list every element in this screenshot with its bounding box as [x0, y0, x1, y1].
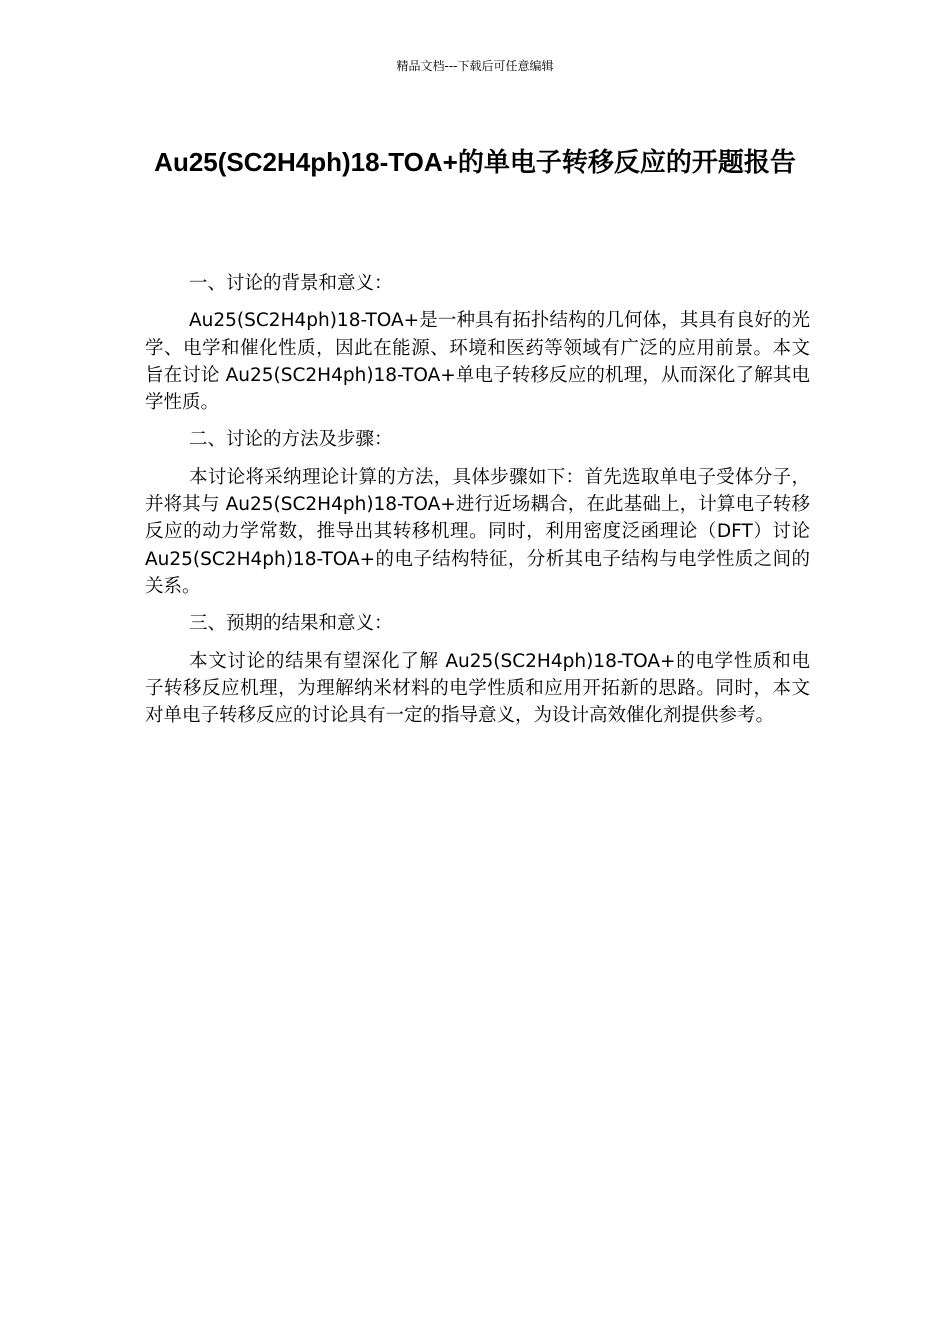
- document-title: Au25(SC2H4ph)18-TOA+的单电子转移反应的开题报告: [154, 147, 796, 177]
- section-paragraph-expected-results: 本文讨论的结果有望深化了解 Au25(SC2H4ph)18-TOA+的电学性质和电子转移反应机理，为理解纳米材料的电学性质和应用开拓新的思路。同时，本文对单电子转移反应的讨论具有一定的指导意义，为设计高效催化剂提供参考。: [145, 650, 810, 727]
- document-body: [145, 270, 810, 739]
- section-heading-expected-results: 三、预期的结果和意义：: [189, 613, 393, 635]
- header-note: 精品文档---下载后可任意编辑: [396, 59, 554, 73]
- section-heading-background: 一、讨论的背景和意义：: [189, 273, 393, 294]
- section-heading-methods: 二、讨论的方法及步骤：: [189, 429, 393, 451]
- section-paragraph-background: Au25(SC2H4ph)18-TOA+是一种具有拓扑结构的几何体，其具有良好的光学、电学和催化性质，因此在能源、环境和医药等领域有广泛的应用前景。本文旨在讨论 Au25(SC2H4ph)18-TOA+单电子转移反应的机理，从而深化了解其电学性质。: [145, 310, 810, 414]
- section-paragraph-methods: 本讨论将采纳理论计算的方法，具体步骤如下：首先选取单电子受体分子，并将其与 Au25(SC2H4ph)18-TOA+进行近场耦合，在此基础上，计算电子转移反应的动力学常数，推导出其转移机理。同时，利用密度泛函理论（DFT）讨论 Au25(SC2H4ph)18-TOA+的电子结构特征，分析其电子结构与电学性质之间的关系。: [145, 466, 810, 597]
